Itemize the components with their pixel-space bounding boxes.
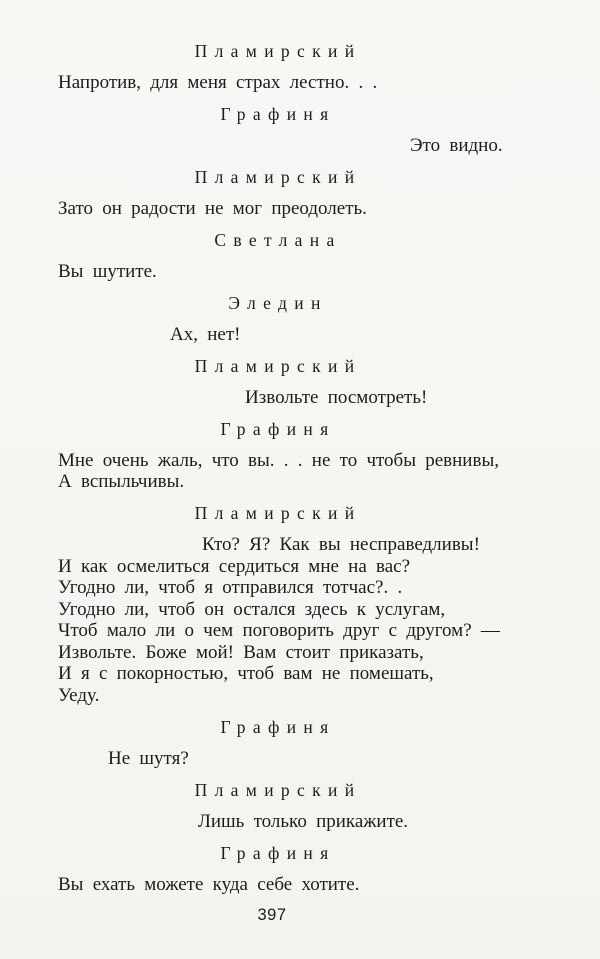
verse-line: А вспыльчивы. [58, 471, 185, 492]
verse-line: Кто? Я? Как вы несправедливы! [202, 534, 480, 555]
verse-line: И как осмелиться сердиться мне на вас? [58, 555, 411, 577]
verse-line: Это видно. [410, 134, 503, 156]
speaker-heading: Пламирский [194, 40, 362, 61]
verse-line: Уеду. [58, 684, 100, 706]
speaker-heading: Пламирский [194, 779, 362, 800]
verse-line: Напротив, для меня страх лестно. . . [58, 71, 378, 93]
page-number: 397 [257, 906, 287, 924]
verse-line: Извольте. Боже мой! Вам стоит приказать, [58, 641, 424, 663]
verse-line: Угодно ли, чтоб он остался здесь к услугам, [58, 598, 446, 620]
verse-line: Ах, нет! [170, 323, 241, 345]
verse-line: Не шутя? [108, 747, 189, 769]
speaker-heading: Графиня [220, 103, 336, 124]
speaker-heading: Графиня [220, 716, 336, 737]
speaker-heading: Пламирский [194, 503, 362, 523]
verse-line: Вы ехать можете куда себе хотите. [58, 873, 360, 895]
verse-line: Извольте посмотреть! [245, 386, 428, 408]
verse-line: Лишь только прикажите. [198, 810, 409, 832]
speaker-heading: Светлана [214, 229, 342, 250]
speaker-heading: Графиня [220, 418, 336, 439]
verse-line: Угодно ли, чтоб я отправился тотчас?. . [58, 577, 403, 598]
verse-line: Чтоб мало ли о чем поговорить друг с другом? — [58, 620, 500, 641]
verse-line: Мне очень жаль, что вы. . . не то чтобы ревнивы, [58, 449, 499, 471]
speaker-heading: Эледин [228, 292, 328, 313]
speaker-heading: Пламирский [194, 166, 362, 187]
speaker-heading: Графиня [220, 842, 336, 863]
verse-line: Вы шутите. [58, 260, 157, 282]
speaker-heading: Пламирский [194, 355, 362, 376]
verse-line: Зато он радости не мог преодолеть. [58, 197, 367, 219]
verse-line: И я с покорностью, чтоб вам не помешать, [58, 663, 434, 684]
